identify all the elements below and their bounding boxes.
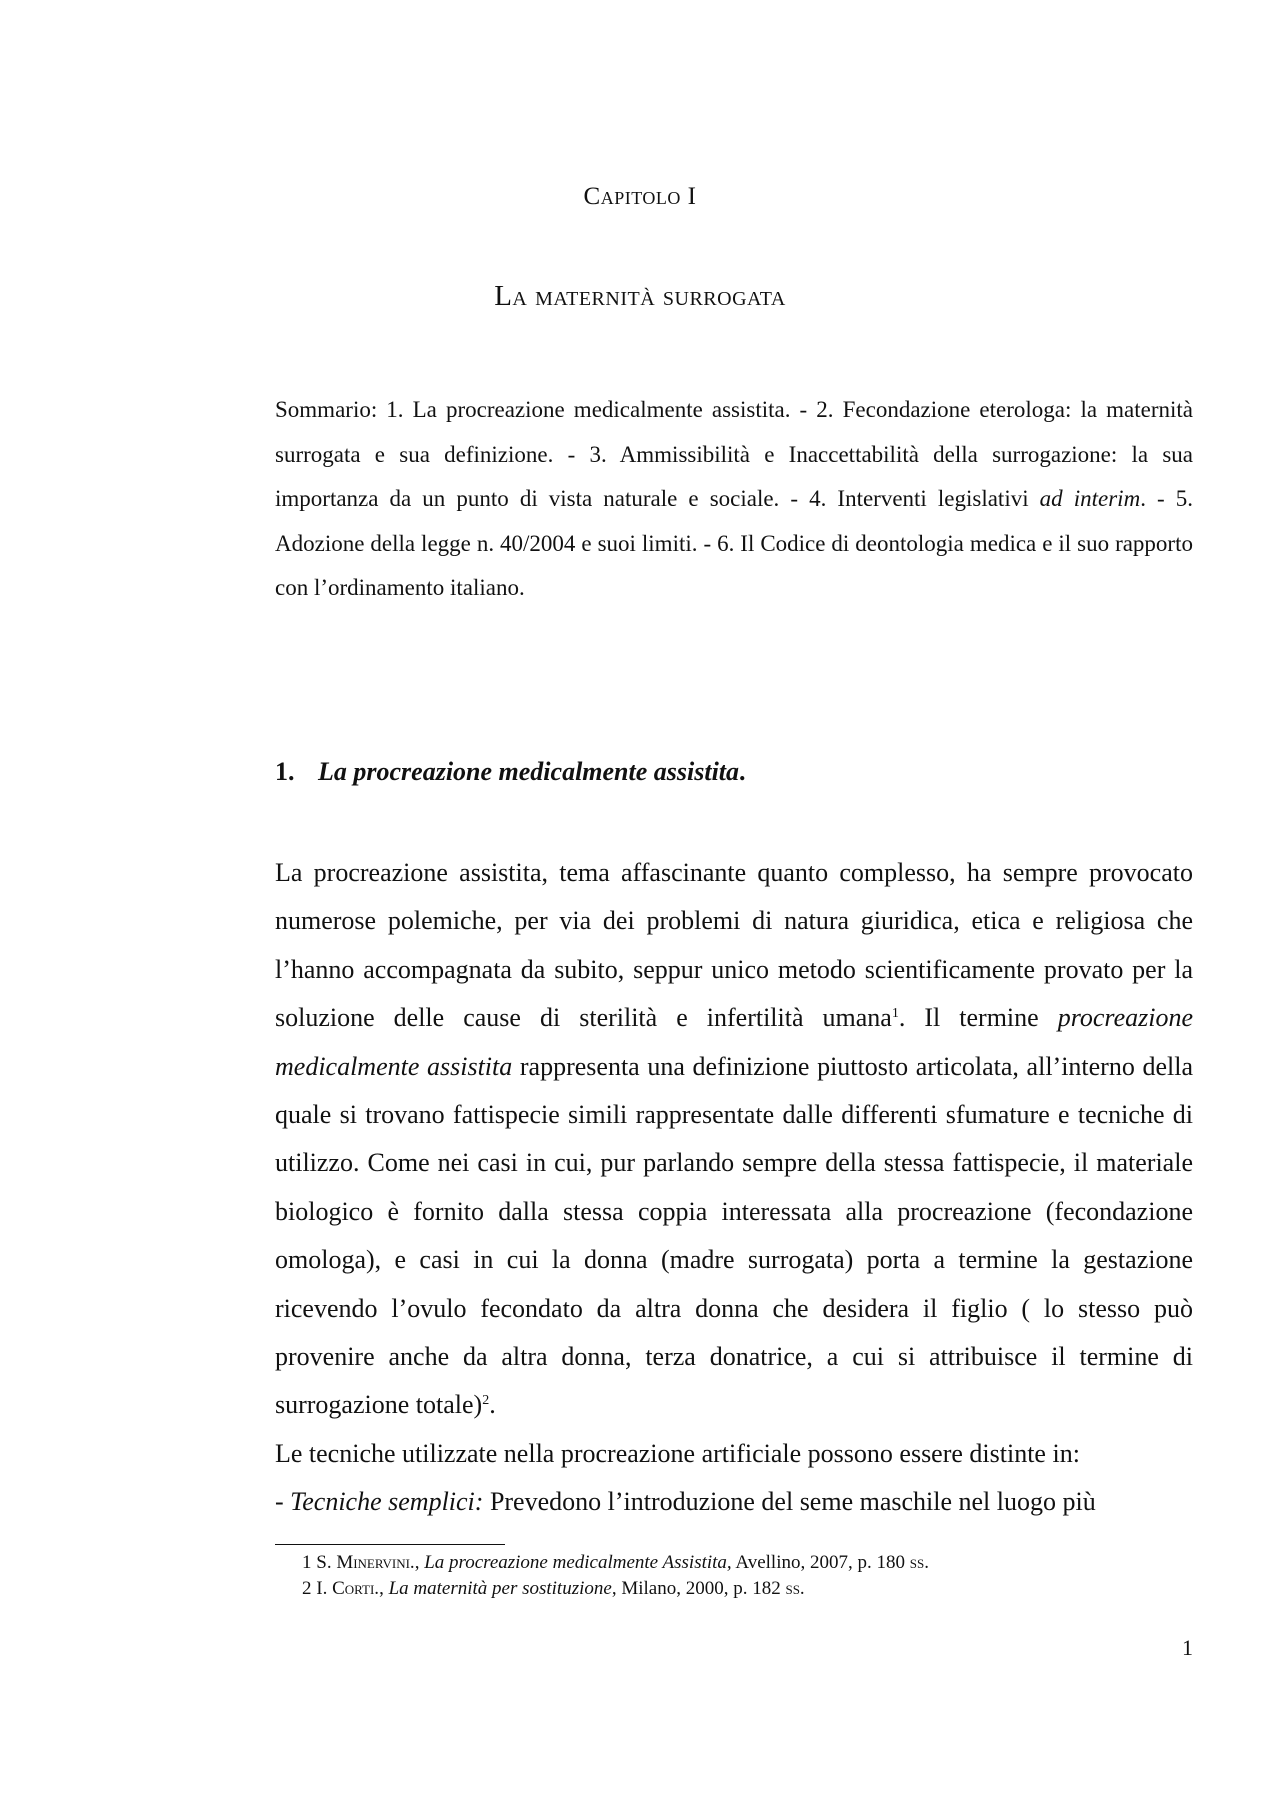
summary-text-1: Sommario: 1. La procreazione medicalmente assistita. - 2. Fecondazione eterologa: la maternità surrogata e sua definizione. - 3. Ammissibilità e Inaccettabilità della surrogazione: la sua importanza da un punto di vista naturale e sociale. - 4. Interventi legislativi (275, 397, 1193, 512)
footnote-ss: ss. (909, 1552, 929, 1573)
summary-text-2: . - 5. Adozione della legge n. 40/2004 e suoi limiti. - 6. Il Codice di deontologia medica e il suo rapporto con l’ordinamento italiano. (275, 486, 1193, 601)
body-paragraph (275, 849, 1193, 1527)
section-title: La procreazione medicalmente assistita (318, 757, 740, 786)
list-item-term: Tecniche semplici: (290, 1487, 484, 1517)
footnote-number: 1 (302, 1552, 312, 1573)
footnote-author: S. Minervini. (316, 1552, 415, 1573)
footnote-details: , Milano, 2000, p. 182 (611, 1578, 786, 1599)
footnote-2: 2 I. Corti., La maternità per sostituzione, Milano, 2000, p. 182 ss. (302, 1578, 805, 1599)
section-number: 1. (275, 757, 295, 786)
footnote-ref-1[interactable]: 1 (891, 1006, 899, 1022)
footnote-title: La procreazione medicalmente Assistita, (424, 1552, 732, 1573)
page-number: 1 (1182, 1635, 1193, 1660)
body-text-end: . (489, 1390, 496, 1420)
body-list-item (275, 1487, 1096, 1516)
footnote-ss: ss. (785, 1578, 805, 1599)
body-text-start: La procreazione assistita, tema affascinante quanto complesso, ha sempre provocato numerose polemiche, per via dei problemi di natura giuridica, etica e religiosa che l’hanno accompagnata da subito, seppur unico metodo scientificamente provato per la soluzione delle cause di sterilità e infertilità umana (275, 858, 1193, 1033)
list-dash: - (275, 1487, 291, 1517)
footnote-title: La maternità per sostituzione (388, 1578, 612, 1599)
footnote-author: I. Corti. (316, 1578, 380, 1599)
chapter-title: La maternità surrogata (494, 280, 786, 312)
footnote-1: 1 S. Minervini., La procreazione medicalmente Assistita, Avellino, 2007, p. 180 ss. (302, 1552, 929, 1573)
chapter-label: Capitolo I (583, 183, 697, 210)
footnote-ref-2[interactable]: 2 (482, 1393, 490, 1409)
list-item-text: Prevedono l’introduzione del seme maschile nel luogo più (483, 1487, 1096, 1517)
footnote-number: 2 (302, 1578, 312, 1599)
footnotes (302, 1550, 1202, 1602)
section-heading (275, 754, 1193, 790)
section-title-end: . (739, 757, 746, 786)
footnote-separator (275, 1544, 505, 1545)
body-text-mid: . Il termine (898, 1003, 1058, 1033)
footnote-details: Avellino, 2007, p. 180 (731, 1552, 910, 1573)
body-text-techniques-intro: Le tecniche utilizzate nella procreazione artificiale possono essere distinte in: (275, 1438, 1080, 1468)
chapter-summary (275, 388, 1193, 611)
body-italic-term: procreazione medicalmente assistita (275, 1003, 1193, 1081)
summary-italic: ad interim (1039, 486, 1141, 512)
body-text-rest: rappresenta una definizione piuttosto articolata, all’interno della quale si trovano fattispecie simili rappresentate dalle differenti sfumature e tecniche di utilizzo. Come nei casi in cui, pur parlando sempre della stessa fattispecie, il materiale biologico è fornito dalla stessa coppia interessata alla procreazione (fecondazione omologa), e casi in cui la donna (madre surrogata) porta a termine la gestazione ricevendo l’ovulo fecondato da altra donna che desidera il figlio ( lo stesso può provenire anche da altra donna, terza donatrice, a cui si attribuisce il termine di surrogazione totale) (275, 1051, 1193, 1420)
